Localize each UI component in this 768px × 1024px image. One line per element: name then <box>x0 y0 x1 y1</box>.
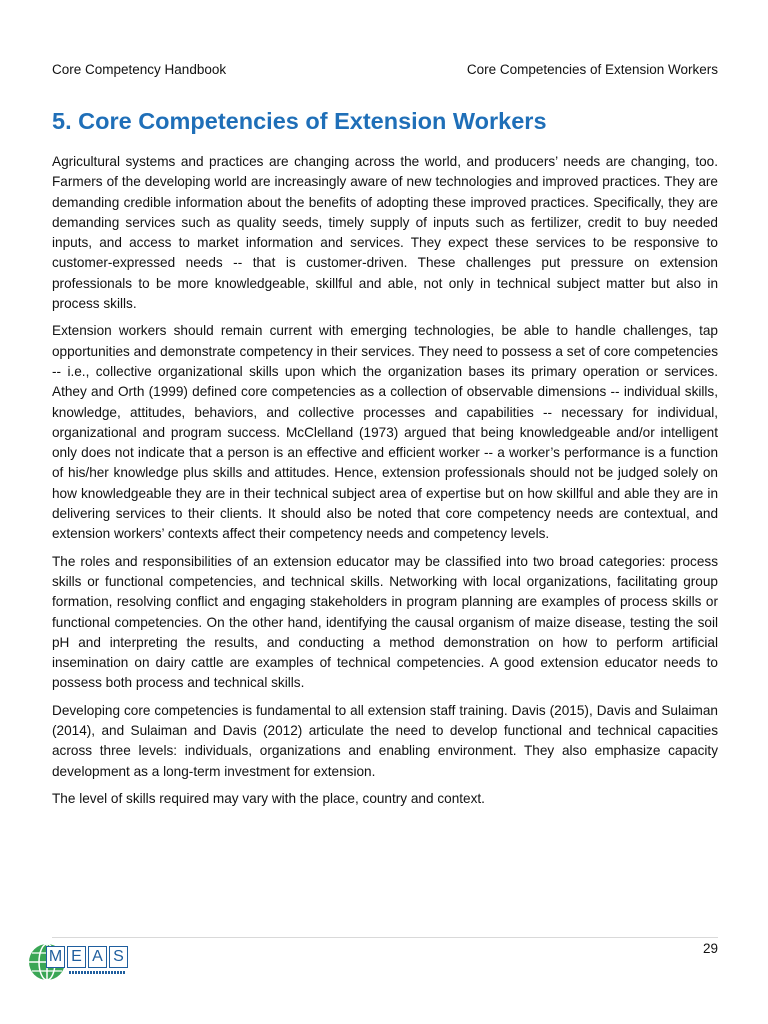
footer-divider <box>52 937 718 938</box>
logo-wordmark <box>46 946 130 968</box>
header-right: Core Competencies of Extension Workers <box>466 62 718 77</box>
header-left: Core Competency Handbook <box>52 62 227 77</box>
body-text <box>52 152 718 816</box>
logo-letter-m: M <box>46 946 65 968</box>
paragraph-4: Developing core competencies is fundamental to all extension staff training. Davis (2015), Davis and Sulaiman (2014), and Sulaiman and Davis (2012) articulate the need to develop functional and technical capacities across three levels: individuals, organizations and enabling environment. They also emphasize capacity development as a long-term investment for extension. <box>52 702 718 779</box>
section-title: 5. Core Competencies of Extension Workers <box>52 108 547 134</box>
meas-logo <box>27 940 129 984</box>
logo-tagline <box>69 971 125 974</box>
logo-letter-e: E <box>67 946 86 968</box>
paragraph-5: The level of skills required may vary with the place, country and context. <box>52 790 485 806</box>
paragraph-3: The roles and responsibilities of an extension educator may be classified into two broad categories: process skills or functional competencies, and technical skills. Networking with local organizations, facilitating group formation, resolving conflict and engaging stakeholders in program planning are examples of process skills or functional competencies. On the other hand, identifying the causal organism of maize disease, testing the soil pH and interpreting the results, and conducting a method demonstration on how to perform artificial insemination on dairy cattle are examples of technical competencies. A good extension educator needs to possess both process and technical skills. <box>52 553 718 691</box>
logo-letter-a: A <box>88 946 107 968</box>
running-header <box>52 62 718 78</box>
paragraph-2: Extension workers should remain current with emerging technologies, be able to handle challenges, tap opportunities and demonstrate competency in their services. They need to possess a set of core competencies -- i.e., collective organizational skills upon which the organization bases its primary operation or services. Athey and Orth (1999) defined core competencies as a collection of observable dimensions -- individual skills, knowledge, attitudes, behaviors, and collective processes and capabilities -- necessary for individual, organizational and program success. McClelland (1973) argued that being knowledgeable and/or intelligent only does not indicate that a person is an effective and efficient worker -- a worker’s performance is a function of his/her knowledge plus skills and attitudes. Hence, extension professionals should not be judged solely on how knowledgeable they are in their technical subject area of expertise but on how skillful and able they are in delivering services to their clients. It should also be noted that core competency needs are contextual, and extension workers’ contexts affect their competency needs and competency levels. <box>52 323 718 542</box>
logo-letter-s: S <box>109 946 128 968</box>
paragraph-1: Agricultural systems and practices are changing across the world, and producers’ needs are changing, too. Farmers of the developing world are increasingly aware of new technologies and improved practices. They are demanding credible information about the benefits of adopting these improved practices. Specifically, they are demanding services such as quality seeds, timely supply of inputs such as fertilizer, credit to buy needed inputs, and access to market information and services. They expect these services to be responsive to customer-expressed needs -- that is customer-driven. These challenges put pressure on extension professionals to be more knowledgeable, skillful and able, not only in technical subject matter but also in process skills. <box>52 154 718 312</box>
page-number: 29 <box>702 941 718 956</box>
